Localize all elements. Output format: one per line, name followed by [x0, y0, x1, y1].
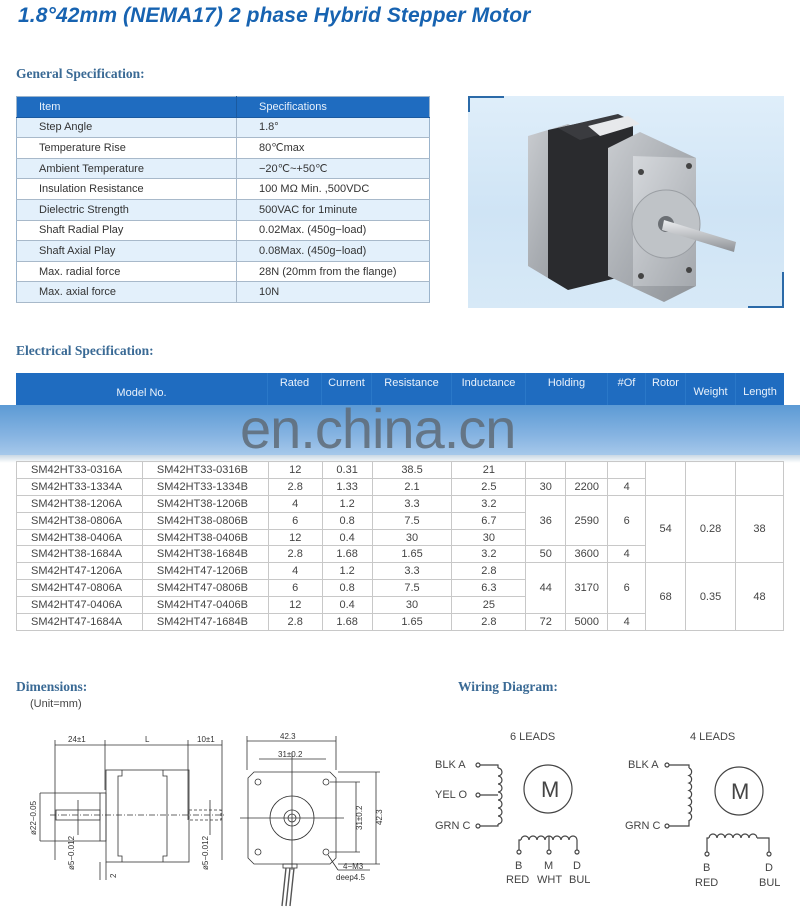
resistance: 1.65	[372, 614, 452, 631]
resistance: 3.3	[372, 563, 452, 580]
column-header: Inductance	[452, 373, 526, 405]
svg-text:M: M	[541, 777, 560, 802]
holding-cell	[566, 462, 608, 479]
resistance: 30	[372, 529, 452, 546]
column-header: Length	[743, 386, 777, 398]
length-cell	[736, 462, 784, 496]
dimension-drawings	[0, 720, 420, 907]
svg-text:6 LEADS: 6 LEADS	[510, 731, 556, 743]
holding-torque-alt: 3600	[566, 546, 608, 563]
model-b: SM42HT33-0316B	[142, 462, 268, 479]
holding-torque: 36	[526, 495, 566, 546]
frame-corner	[468, 96, 504, 112]
frame-corner	[748, 272, 784, 308]
rated-voltage: 4	[268, 495, 322, 512]
svg-text:WHT: WHT	[537, 874, 563, 886]
table-row	[17, 282, 430, 303]
product-photo	[468, 96, 784, 308]
current: 1.33	[322, 478, 372, 495]
rotor-cell	[646, 462, 686, 496]
column-header: Model No.	[16, 373, 268, 405]
spec-item: Shaft Radial Play	[17, 220, 237, 241]
resistance: 2.1	[372, 478, 452, 495]
general-spec-heading: General Specification:	[16, 66, 145, 81]
holding-torque-alt: 5000	[566, 614, 608, 631]
resistance: 38.5	[372, 462, 452, 479]
column-header: Rotor	[646, 373, 686, 405]
svg-text:M: M	[731, 779, 750, 804]
model-b: SM42HT38-1206B	[142, 495, 268, 512]
table-header	[17, 97, 430, 118]
lead-count: 4	[608, 478, 646, 495]
table-row	[17, 199, 430, 220]
model-b: SM42HT47-1684B	[142, 614, 268, 631]
rated-voltage: 2.8	[268, 614, 322, 631]
rotor-inertia: 54	[646, 495, 686, 563]
spec-item: Shaft Axial Play	[17, 241, 237, 262]
svg-text:L: L	[145, 735, 150, 744]
svg-text:BLK A: BLK A	[435, 759, 466, 771]
model-a: SM42HT38-0406A	[17, 529, 143, 546]
length: 48	[736, 563, 784, 631]
four-lead-diagram	[625, 731, 780, 889]
svg-text:D: D	[765, 862, 773, 874]
model-a: SM42HT47-1684A	[17, 614, 143, 631]
current: 0.4	[322, 529, 372, 546]
inductance: 2.5	[452, 478, 526, 495]
model-b: SM42HT38-1684B	[142, 546, 268, 563]
inductance: 6.3	[452, 580, 526, 597]
rated-voltage: 2.8	[268, 478, 322, 495]
rated-voltage: 12	[268, 529, 322, 546]
svg-text:4−M3: 4−M3	[343, 862, 364, 871]
spec-value: −20℃~+50℃	[237, 158, 430, 179]
svg-text:31±0.2: 31±0.2	[278, 750, 303, 759]
wiring-heading: Wiring Diagram:	[458, 679, 558, 694]
wiring-diagrams	[420, 720, 800, 907]
resistance: 30	[372, 597, 452, 614]
model-b: SM42HT47-1206B	[142, 563, 268, 580]
lead-count: 6	[608, 563, 646, 614]
inductance: 2.8	[452, 614, 526, 631]
rated-voltage: 4	[268, 563, 322, 580]
holding-torque: 44	[526, 563, 566, 614]
lead-count: 4	[608, 614, 646, 631]
svg-text:D: D	[573, 860, 581, 872]
svg-text:10±1: 10±1	[197, 735, 215, 744]
model-a: SM42HT38-1684A	[17, 546, 143, 563]
holding-torque: 30	[526, 478, 566, 495]
spec-item: Step Angle	[17, 117, 237, 138]
current: 0.8	[322, 512, 372, 529]
length: 38	[736, 495, 784, 563]
stepper-motor-illustration	[468, 96, 784, 308]
table-row	[17, 220, 430, 241]
model-b: SM42HT33-1334B	[142, 478, 268, 495]
inductance: 21	[452, 462, 526, 479]
svg-text:31±0.2: 31±0.2	[355, 805, 364, 830]
holding-torque-alt: 2200	[566, 478, 608, 495]
spec-item: Insulation Resistance	[17, 179, 237, 200]
table-row	[17, 117, 430, 138]
svg-text:BLK A: BLK A	[628, 759, 659, 771]
spec-item: Dielectric Strength	[17, 199, 237, 220]
inductance: 3.2	[452, 546, 526, 563]
inductance: 6.7	[452, 512, 526, 529]
six-lead-diagram	[435, 731, 590, 886]
spec-item: Temperature Rise	[17, 138, 237, 159]
table-row	[17, 241, 430, 262]
column-header: Rated	[268, 373, 322, 405]
column-header: Specifications	[237, 97, 430, 118]
weight: 0.28	[686, 495, 736, 563]
weight-cell	[686, 462, 736, 496]
holding-torque: 50	[526, 546, 566, 563]
weight: 0.35	[686, 563, 736, 631]
resistance: 1.65	[372, 546, 452, 563]
inductance: 30	[452, 529, 526, 546]
svg-text:42.3: 42.3	[375, 809, 384, 825]
svg-text:YEL O: YEL O	[435, 789, 467, 801]
rated-voltage: 12	[268, 462, 322, 479]
table-row	[17, 158, 430, 179]
svg-text:GRN C: GRN C	[625, 820, 661, 832]
spec-item: Ambient Temperature	[17, 158, 237, 179]
model-a: SM42HT38-0806A	[17, 512, 143, 529]
table-row	[17, 138, 430, 159]
model-a: SM42HT38-1206A	[17, 495, 143, 512]
spec-value: 28N (20mm from the flange)	[237, 261, 430, 282]
model-b: SM42HT38-0406B	[142, 529, 268, 546]
spec-value: 10N	[237, 282, 430, 303]
model-a: SM42HT47-1206A	[17, 563, 143, 580]
svg-text:24±1: 24±1	[68, 735, 86, 744]
column-header: Item	[17, 97, 237, 118]
resistance: 7.5	[372, 512, 452, 529]
table-row	[17, 462, 784, 479]
svg-text:GRN C: GRN C	[435, 820, 471, 832]
spec-value: 80℃max	[237, 138, 430, 159]
rotor-inertia: 68	[646, 563, 686, 631]
svg-text:RED: RED	[506, 874, 530, 886]
spec-value: 0.02Max. (450g−load)	[237, 220, 430, 241]
electrical-spec-heading: Electrical Specification:	[16, 343, 154, 358]
inductance: 25	[452, 597, 526, 614]
column-header: Current	[322, 373, 372, 405]
inductance: 2.8	[452, 563, 526, 580]
unit-label: (Unit=mm)	[30, 698, 82, 710]
holding-torque: 72	[526, 614, 566, 631]
svg-text:ø22−0.05: ø22−0.05	[29, 800, 38, 835]
watermark-text: en.china.cn	[240, 397, 516, 460]
rated-voltage: 2.8	[268, 546, 322, 563]
svg-text:B: B	[703, 862, 711, 874]
dimensions-heading: Dimensions:	[16, 679, 88, 694]
svg-text:ø5−0.012: ø5−0.012	[67, 835, 76, 870]
holding-torque-alt: 2590	[566, 495, 608, 546]
lead-count: 4	[608, 546, 646, 563]
current: 0.31	[322, 462, 372, 479]
table-row	[17, 495, 784, 512]
model-b: SM42HT47-0406B	[142, 597, 268, 614]
model-b: SM42HT47-0806B	[142, 580, 268, 597]
model-b: SM42HT38-0806B	[142, 512, 268, 529]
svg-text:M: M	[544, 860, 554, 872]
svg-text:4 LEADS: 4 LEADS	[690, 731, 736, 743]
page-title: 1.8°42mm (NEMA17) 2 phase Hybrid Stepper Motor	[18, 4, 531, 27]
model-a: SM42HT47-0406A	[17, 597, 143, 614]
model-a: SM42HT47-0806A	[17, 580, 143, 597]
svg-text:BUL: BUL	[759, 877, 781, 889]
resistance: 7.5	[372, 580, 452, 597]
current: 1.68	[322, 614, 372, 631]
spec-item: Max. radial force	[17, 261, 237, 282]
lead-count: 6	[608, 495, 646, 546]
general-spec-table	[16, 96, 430, 303]
spec-item: Max. axial force	[17, 282, 237, 303]
svg-text:ø5−0.012: ø5−0.012	[201, 835, 210, 870]
leads-cell	[608, 462, 646, 479]
svg-text:BUL: BUL	[569, 874, 591, 886]
electrical-spec-table	[16, 461, 784, 631]
svg-text:B: B	[515, 860, 523, 872]
model-a: SM42HT33-1334A	[17, 478, 143, 495]
current: 0.8	[322, 580, 372, 597]
svg-text:42.3: 42.3	[280, 732, 296, 741]
holding-cell	[526, 462, 566, 479]
rated-voltage: 12	[268, 597, 322, 614]
rated-voltage: 6	[268, 512, 322, 529]
rated-voltage: 6	[268, 580, 322, 597]
holding-torque-alt: 3170	[566, 563, 608, 614]
table-row	[17, 261, 430, 282]
current: 1.2	[322, 563, 372, 580]
column-header: Weight	[686, 373, 736, 405]
svg-text:2: 2	[109, 873, 118, 878]
model-a: SM42HT33-0316A	[17, 462, 143, 479]
current: 0.4	[322, 597, 372, 614]
column-header: Holding	[526, 373, 608, 405]
current: 1.2	[322, 495, 372, 512]
table-row	[17, 563, 784, 580]
svg-text:deep4.5: deep4.5	[336, 873, 365, 882]
svg-text:RED: RED	[695, 877, 719, 889]
spec-value: 500VAC for 1minute	[237, 199, 430, 220]
table-row	[17, 179, 430, 200]
resistance: 3.3	[372, 495, 452, 512]
spec-value: 100 MΩ Min. ,500VDC	[237, 179, 430, 200]
spec-value: 1.8°	[237, 117, 430, 138]
column-header: Resistance	[372, 373, 452, 405]
spec-value: 0.08Max. (450g−load)	[237, 241, 430, 262]
inductance: 3.2	[452, 495, 526, 512]
column-header: #Of	[608, 373, 646, 405]
current: 1.68	[322, 546, 372, 563]
